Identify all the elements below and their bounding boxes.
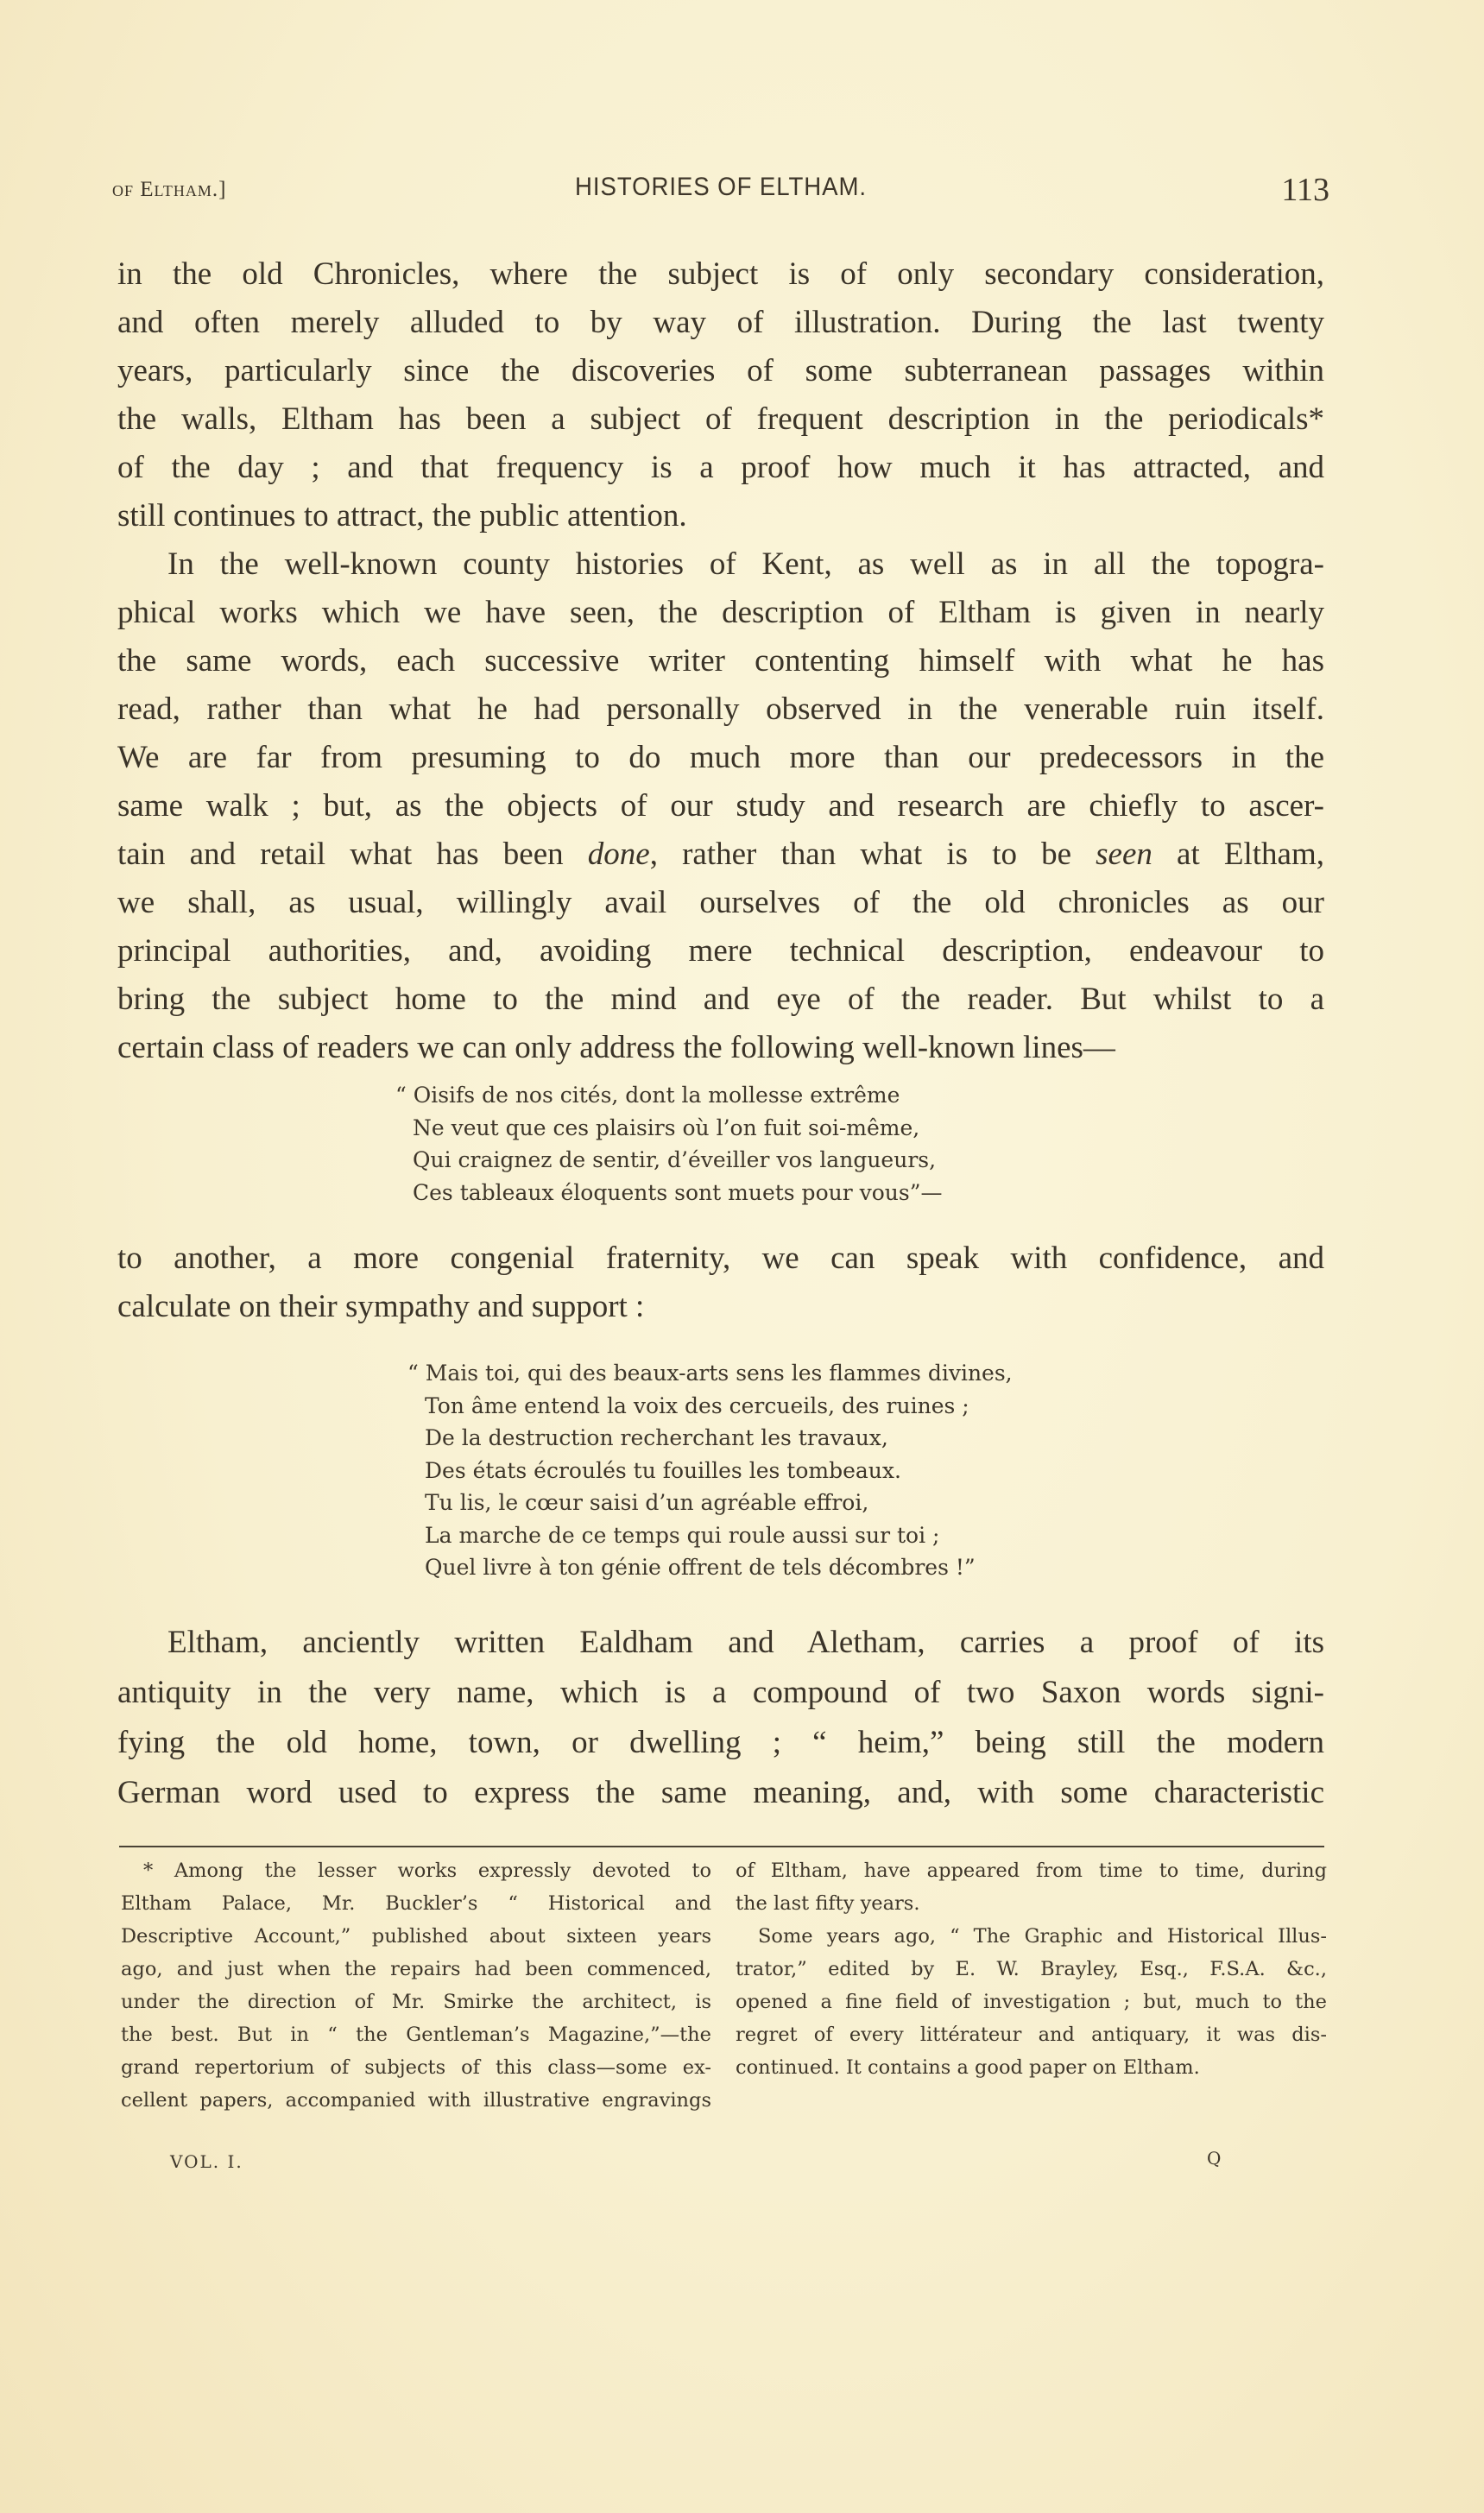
footnote-line: under the direction of Mr. Smirke the architect, is — [121, 1991, 711, 2013]
text-line: in the old Chronicles, where the subject is of only secondary consideration, — [117, 256, 1324, 292]
text-line: principal authorities, and, avoiding mere technical description, endeavour to — [117, 933, 1324, 969]
verse-line: “ Mais toi, qui des beaux-arts sens les flammes divines, — [407, 1361, 1013, 1386]
volume-signature: VOL. I. — [170, 2151, 243, 2172]
text-line: of the day ; and that frequency is a proof how much it has attracted, and — [117, 450, 1324, 485]
verse-line: La marche de ce temps qui roule aussi sur toi ; — [425, 1522, 940, 1548]
footnote-column-right — [736, 1854, 1327, 2084]
italic-seen: seen — [1096, 837, 1152, 872]
text-line: fying the old home, town, or dwelling ; “ heim,” being still the modern — [117, 1725, 1324, 1760]
text-line: certain class of readers we can only address the following well-known lines— — [117, 1030, 1115, 1065]
text-line: German word used to express the same meaning, and, with some characteristic — [117, 1775, 1324, 1810]
text-line: Eltham, anciently written Ealdham and Aletham, carries a proof of its — [167, 1625, 1324, 1660]
footnote-column-left — [121, 1854, 711, 2117]
paragraph-3 — [117, 1234, 1324, 1331]
footnote-line: grand repertorium of subjects of this class—some ex- — [121, 2056, 711, 2079]
paragraph-4 — [117, 1618, 1324, 1818]
footnote-line: opened a fine field of investigation ; but, much to the — [736, 1991, 1327, 2013]
verse-line: Ces tableaux éloquents sont muets pour vous”— — [413, 1179, 943, 1205]
footnote-line: Descriptive Account,” published about sixteen years — [121, 1925, 711, 1948]
verse-line: Ne veut que ces plaisirs où l’on fuit soi-même, — [413, 1114, 920, 1140]
verse-quotation-2 — [407, 1357, 1013, 1584]
running-header — [112, 169, 1329, 212]
verse-line: Qui craignez de sentir, d’éveiller vos langueurs, — [413, 1147, 937, 1172]
verse-line: Quel livre à ton génie offrent de tels décombres !” — [425, 1555, 976, 1580]
text-line: to another, a more congenial fraternity, we can speak with confidence, and — [117, 1241, 1324, 1276]
footnote-line: continued. It contains a good paper on Eltham. — [736, 2056, 1200, 2079]
running-head-title: HISTORIES OF ELTHAM. — [575, 173, 867, 201]
footnote-line: * Among the lesser works expressly devoted to — [143, 1859, 711, 1882]
text-line: years, particularly since the discoveries of some subterranean passages within — [117, 353, 1324, 388]
gathering-signature: Q — [1207, 2148, 1222, 2169]
text-line: antiquity in the very name, which is a compound of two Saxon words signi- — [117, 1675, 1324, 1710]
footnote-line: the best. But in “ the Gentleman’s Magazine,”—the — [121, 2024, 711, 2046]
paragraph-2 — [117, 540, 1324, 1072]
text-line: the walls, Eltham has been a subject of frequent description in the periodicals* — [117, 401, 1324, 437]
verse-line: “ Oisifs de nos cités, dont la mollesse extrême — [395, 1083, 900, 1108]
text-line: we shall, as usual, willingly avail ourselves of the old chronicles as our — [117, 885, 1324, 920]
footnote-line: of Eltham, have appeared from time to time, during — [736, 1859, 1327, 1882]
verse-line: De la destruction recherchant les travaux, — [425, 1425, 888, 1450]
text-line: the same words, each successive writer contenting himself with what he has — [117, 643, 1324, 679]
paragraph-1 — [117, 250, 1324, 540]
footnote-line: cellent papers, accompanied with illustrative engravings — [121, 2089, 711, 2112]
text-line: calculate on their sympathy and support : — [117, 1289, 645, 1324]
footnote-line: Eltham Palace, Mr. Buckler’s “ Historical and — [121, 1892, 711, 1915]
text-line: still continues to attract, the public attention. — [117, 498, 687, 534]
footnote-rule — [119, 1846, 1324, 1847]
text-line-with-italics: tain and retail what has been done, rather than what is to be seen at Eltham, — [117, 837, 1324, 872]
text-line: read, rather than what he had personally observed in the venerable ruin itself. — [117, 691, 1324, 727]
verse-line: Tu lis, le cœur saisi d’un agréable effroi, — [425, 1490, 869, 1515]
text-line: and often merely alluded to by way of illustration. During the last twenty — [117, 305, 1324, 340]
text-line: In the well-known county histories of Kent, as well as in all the topogra- — [167, 546, 1324, 582]
footnote-line: regret of every littérateur and antiquary, it was dis- — [736, 2024, 1327, 2046]
verse-line: Des états écroulés tu fouilles les tombeaux. — [425, 1457, 901, 1483]
footnote-line: trator,” edited by E. W. Brayley, Esq., F.S.A. &c., — [736, 1958, 1327, 1980]
italic-done: done — [587, 837, 650, 872]
footnote-line: ago, and just when the repairs had been commenced, — [121, 1958, 711, 1980]
text-line: same walk ; but, as the objects of our study and research are chiefly to ascer- — [117, 788, 1324, 824]
verse-line: Ton âme entend la voix des cercueils, des ruines ; — [425, 1392, 969, 1418]
running-head-section: of Eltham.] — [112, 178, 227, 201]
text-line: We are far from presuming to do much more than our predecessors in the — [117, 740, 1324, 775]
footnote-line: Some years ago, “ The Graphic and Historical Illus- — [758, 1925, 1327, 1948]
footnote-line: the last fifty years. — [736, 1892, 920, 1915]
page-number: 113 — [1281, 172, 1329, 208]
text-line: bring the subject home to the mind and eye of the reader. But whilst to a — [117, 982, 1324, 1017]
text-line: phical works which we have seen, the description of Eltham is given in nearly — [117, 595, 1324, 630]
verse-quotation-1 — [395, 1079, 943, 1209]
